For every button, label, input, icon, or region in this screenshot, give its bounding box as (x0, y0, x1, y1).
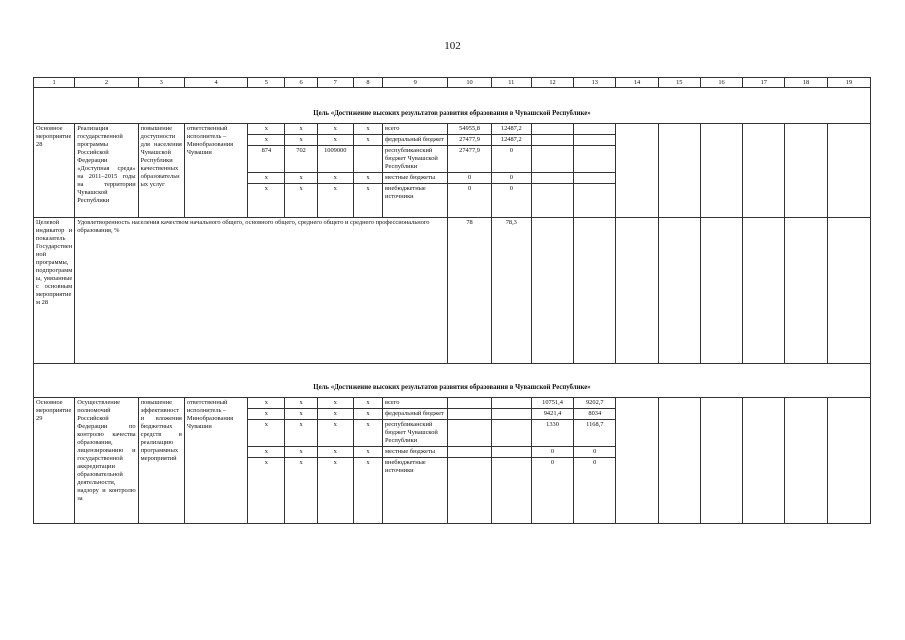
target-cell: x (317, 184, 353, 218)
empty-cell (700, 398, 742, 524)
target-cell: x (317, 447, 353, 458)
target-cell: x (317, 173, 353, 184)
indicator-label: Целевой индикатор и показатель Государственной программы, подпрограммы, увязанные с основным мероприятием 28 (34, 218, 75, 364)
column-header: 18 (785, 78, 827, 88)
goal-heading: Цель «Достижение высоких результатов развития образования в Чувашской Республике» (34, 364, 871, 398)
expense-type-cell: x (353, 420, 382, 447)
empty-cell (616, 124, 658, 218)
value-cell: 0 (574, 458, 616, 524)
expense-type-cell: x (353, 173, 382, 184)
column-header: 14 (616, 78, 658, 88)
value-cell (574, 173, 616, 184)
target-cell: x (317, 398, 353, 409)
value-cell (448, 409, 491, 420)
empty-cell (616, 398, 658, 524)
section-cell: x (285, 184, 317, 218)
expense-type-cell: x (353, 398, 382, 409)
value-cell: 1168,7 (574, 420, 616, 447)
empty-cell (827, 398, 870, 524)
empty-cell (531, 218, 573, 364)
section-cell: x (285, 173, 317, 184)
value-cell: 1330 (531, 420, 573, 447)
target-cell: 1009000 (317, 146, 353, 173)
value-cell (491, 447, 531, 458)
expense-type-cell: x (353, 184, 382, 218)
empty-cell (743, 124, 785, 218)
column-header: 13 (574, 78, 616, 88)
value-cell: 0 (531, 458, 573, 524)
empty-cell (743, 398, 785, 524)
empty-cell (700, 218, 742, 364)
funding-source: внебюджетные источники (383, 184, 448, 218)
column-header: 5 (248, 78, 285, 88)
column-header: 16 (700, 78, 742, 88)
measure-result: повышение доступности для населения Чувашской Республики качественных образовательных услуг (138, 124, 184, 218)
grbs-cell: x (248, 398, 285, 409)
value-cell (491, 409, 531, 420)
indicator-text: Удовлетворенность населения качеством начального общего, основного общего, среднего общего и среднего профессионального образования, % (75, 218, 448, 364)
value-cell: 12487,2 (491, 135, 531, 146)
value-cell (448, 458, 491, 524)
funding-source: республиканский бюджет Чувашской Республики (383, 146, 448, 173)
budget-table (33, 77, 871, 524)
value-cell: 54955,8 (448, 124, 491, 135)
funding-source: местные бюджеты (383, 173, 448, 184)
empty-cell (785, 218, 827, 364)
column-header: 4 (184, 78, 247, 88)
column-header: 2 (75, 78, 138, 88)
value-cell (531, 184, 573, 218)
goal-heading: Цель «Достижение высоких результатов развития образования в Чувашской Республике» (34, 88, 871, 124)
value-cell: 9202,7 (574, 398, 616, 409)
section-cell: x (285, 398, 317, 409)
column-header: 3 (138, 78, 184, 88)
value-cell (491, 398, 531, 409)
value-cell (448, 398, 491, 409)
value-cell: 27477,9 (448, 146, 491, 173)
value-cell (491, 420, 531, 447)
column-header: 9 (383, 78, 448, 88)
column-header: 8 (353, 78, 382, 88)
table-row (34, 124, 871, 135)
empty-cell (574, 218, 616, 364)
grbs-cell: 874 (248, 146, 285, 173)
empty-cell (827, 218, 870, 364)
section-cell: x (285, 135, 317, 146)
column-header: 10 (448, 78, 491, 88)
value-cell (448, 420, 491, 447)
expense-type-cell: x (353, 409, 382, 420)
value-cell (531, 124, 573, 135)
expense-type-cell: x (353, 447, 382, 458)
column-header: 19 (827, 78, 870, 88)
value-cell: 0 (491, 184, 531, 218)
value-cell: 0 (448, 173, 491, 184)
grbs-cell: x (248, 135, 285, 146)
value-cell (491, 458, 531, 524)
target-cell: x (317, 409, 353, 420)
empty-cell (743, 218, 785, 364)
measure-title: Реализация государственной программы Российской Федерации «Доступная среда» на 2011–2015 годы на территории Чувашской Республики (75, 124, 138, 218)
target-cell: x (317, 135, 353, 146)
grbs-cell: x (248, 458, 285, 524)
value-cell (448, 447, 491, 458)
value-cell: 9421,4 (531, 409, 573, 420)
funding-source: всего (383, 398, 448, 409)
column-header: 7 (317, 78, 353, 88)
value-cell (574, 135, 616, 146)
measure-result: повышение эффективности вложения бюджетных средств в реализацию программных мероприятий (138, 398, 184, 524)
funding-source: республиканский бюджет Чувашской Республики (383, 420, 448, 447)
target-cell: x (317, 124, 353, 135)
empty-cell (658, 218, 700, 364)
value-cell: 0 (574, 447, 616, 458)
column-header: 15 (658, 78, 700, 88)
value-cell: 0 (448, 184, 491, 218)
column-header: 1 (34, 78, 75, 88)
funding-source: федеральный бюджет (383, 135, 448, 146)
target-cell: x (317, 420, 353, 447)
empty-cell (785, 398, 827, 524)
value-cell: 0 (491, 173, 531, 184)
empty-cell (827, 124, 870, 218)
empty-cell (616, 218, 658, 364)
column-header: 11 (491, 78, 531, 88)
target-cell: x (317, 458, 353, 524)
value-cell: 8034 (574, 409, 616, 420)
measure-executor: ответственный исполнитель – Минобразования Чувашии (184, 124, 247, 218)
value-cell: 0 (491, 146, 531, 173)
expense-type-cell: x (353, 135, 382, 146)
table-row (34, 398, 871, 409)
funding-source: местные бюджеты (383, 447, 448, 458)
section-cell: x (285, 458, 317, 524)
empty-cell (785, 124, 827, 218)
value-cell (531, 173, 573, 184)
value-cell (574, 146, 616, 173)
funding-source: всего (383, 124, 448, 135)
grbs-cell: x (248, 409, 285, 420)
expense-type-cell (353, 146, 382, 173)
page-number: 102 (444, 40, 461, 52)
grbs-cell: x (248, 184, 285, 218)
section-cell: x (285, 409, 317, 420)
section-cell: 702 (285, 146, 317, 173)
funding-source: федеральный бюджет (383, 409, 448, 420)
section-cell: x (285, 420, 317, 447)
value-cell (531, 135, 573, 146)
expense-type-cell: x (353, 124, 382, 135)
value-cell: 12487,2 (491, 124, 531, 135)
value-cell: 27477,9 (448, 135, 491, 146)
measure-executor: ответственный исполнитель – Минобразования Чувашии (184, 398, 247, 524)
measure-title: Осуществление полномочий Российской Федерации по контролю качества образования, лицензированию и государственной аккредитации образовательной деятельности, надзору и контролю за (75, 398, 138, 524)
section-cell: x (285, 124, 317, 135)
funding-source: внебюджетные источники (383, 458, 448, 524)
column-header: 17 (743, 78, 785, 88)
empty-cell (658, 124, 700, 218)
indicator-row (34, 218, 871, 364)
empty-cell (658, 398, 700, 524)
grbs-cell: x (248, 447, 285, 458)
column-header-row (34, 78, 871, 88)
column-header: 12 (531, 78, 573, 88)
value-cell (531, 146, 573, 173)
value-cell: 10751,4 (531, 398, 573, 409)
grbs-cell: x (248, 420, 285, 447)
value-cell: 0 (531, 447, 573, 458)
column-header: 6 (285, 78, 317, 88)
indicator-value: 78,3 (491, 218, 531, 364)
empty-cell (700, 124, 742, 218)
goal-row (34, 88, 871, 124)
grbs-cell: x (248, 124, 285, 135)
goal-row (34, 364, 871, 398)
value-cell (574, 184, 616, 218)
measure-number: Основное мероприятие 29 (34, 398, 75, 524)
grbs-cell: x (248, 173, 285, 184)
measure-number: Основное мероприятие 28 (34, 124, 75, 218)
indicator-value: 78 (448, 218, 491, 364)
value-cell (574, 124, 616, 135)
section-cell: x (285, 447, 317, 458)
expense-type-cell: x (353, 458, 382, 524)
